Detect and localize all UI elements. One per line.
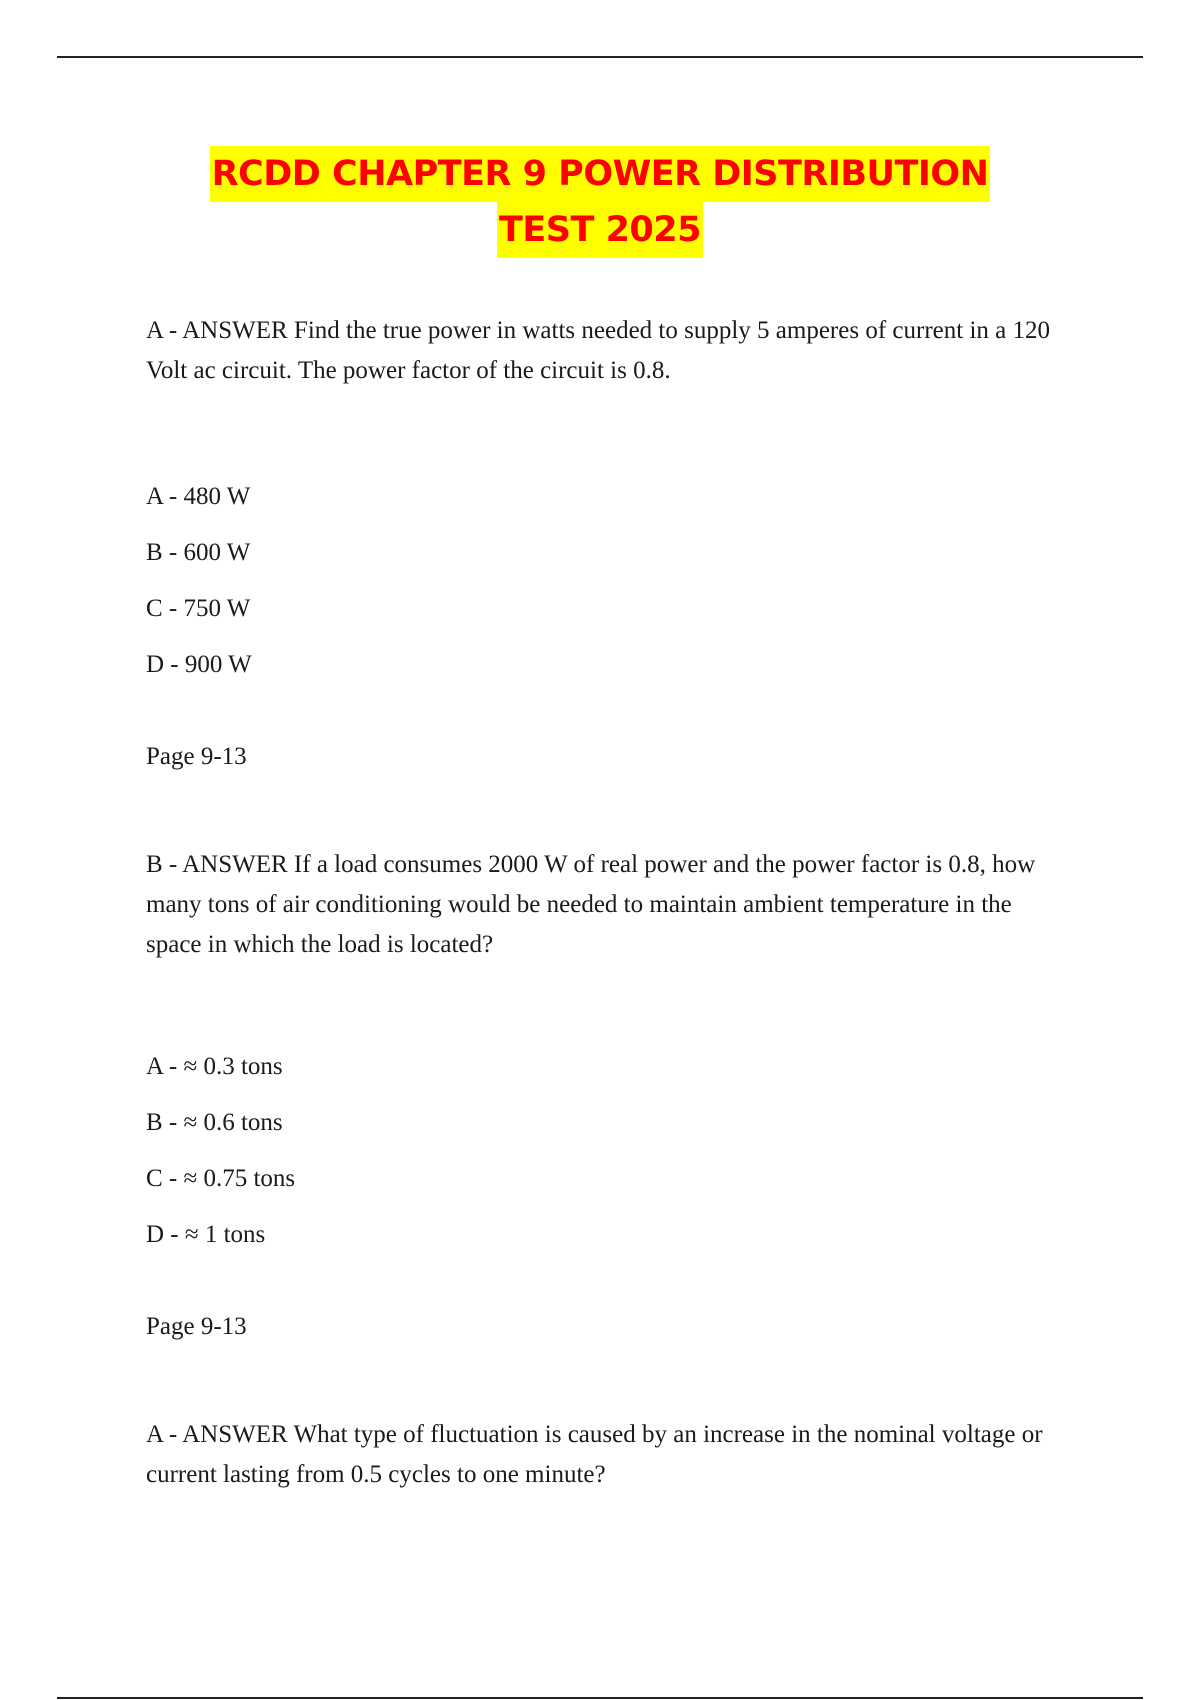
option-list bbox=[146, 1039, 1066, 1263]
option-c: C - 750 W bbox=[146, 595, 251, 622]
question-block-1 bbox=[146, 311, 1066, 777]
option-b: B - 600 W bbox=[146, 539, 251, 566]
question-block-3 bbox=[146, 1415, 1066, 1495]
question-list bbox=[146, 311, 1066, 1495]
title-line-2: TEST 2025 bbox=[497, 202, 703, 258]
option-a: A - ≈ 0.3 tons bbox=[146, 1053, 283, 1080]
page-reference: Page 9-13 bbox=[146, 743, 247, 770]
top-rule bbox=[57, 56, 1143, 58]
option-c: C - ≈ 0.75 tons bbox=[146, 1165, 296, 1192]
option-b: B - ≈ 0.6 tons bbox=[146, 1109, 283, 1136]
option-list bbox=[146, 469, 1066, 693]
option-d: D - ≈ 1 tons bbox=[146, 1221, 266, 1248]
option-a: A - 480 W bbox=[146, 483, 251, 510]
bottom-rule bbox=[57, 1697, 1143, 1699]
question-block-2 bbox=[146, 845, 1066, 1347]
question-text: B - ANSWER If a load consumes 2000 W of real power and the power factor is 0.8, how many tons of air conditioning would be needed to maintain ambient temperature in the space in which the load is located? bbox=[146, 851, 1036, 958]
page-reference: Page 9-13 bbox=[146, 1313, 247, 1340]
question-text: A - ANSWER Find the true power in watts needed to supply 5 amperes of current in a 120 Volt ac circuit. The power factor of the circuit is 0.8. bbox=[146, 317, 1050, 384]
option-d: D - 900 W bbox=[146, 651, 252, 678]
question-text: A - ANSWER What type of fluctuation is caused by an increase in the nominal voltage or current lasting from 0.5 cycles to one minute? bbox=[146, 1421, 1043, 1488]
title-line-1: RCDD CHAPTER 9 POWER DISTRIBUTION bbox=[210, 146, 991, 202]
document-title bbox=[0, 146, 1200, 258]
